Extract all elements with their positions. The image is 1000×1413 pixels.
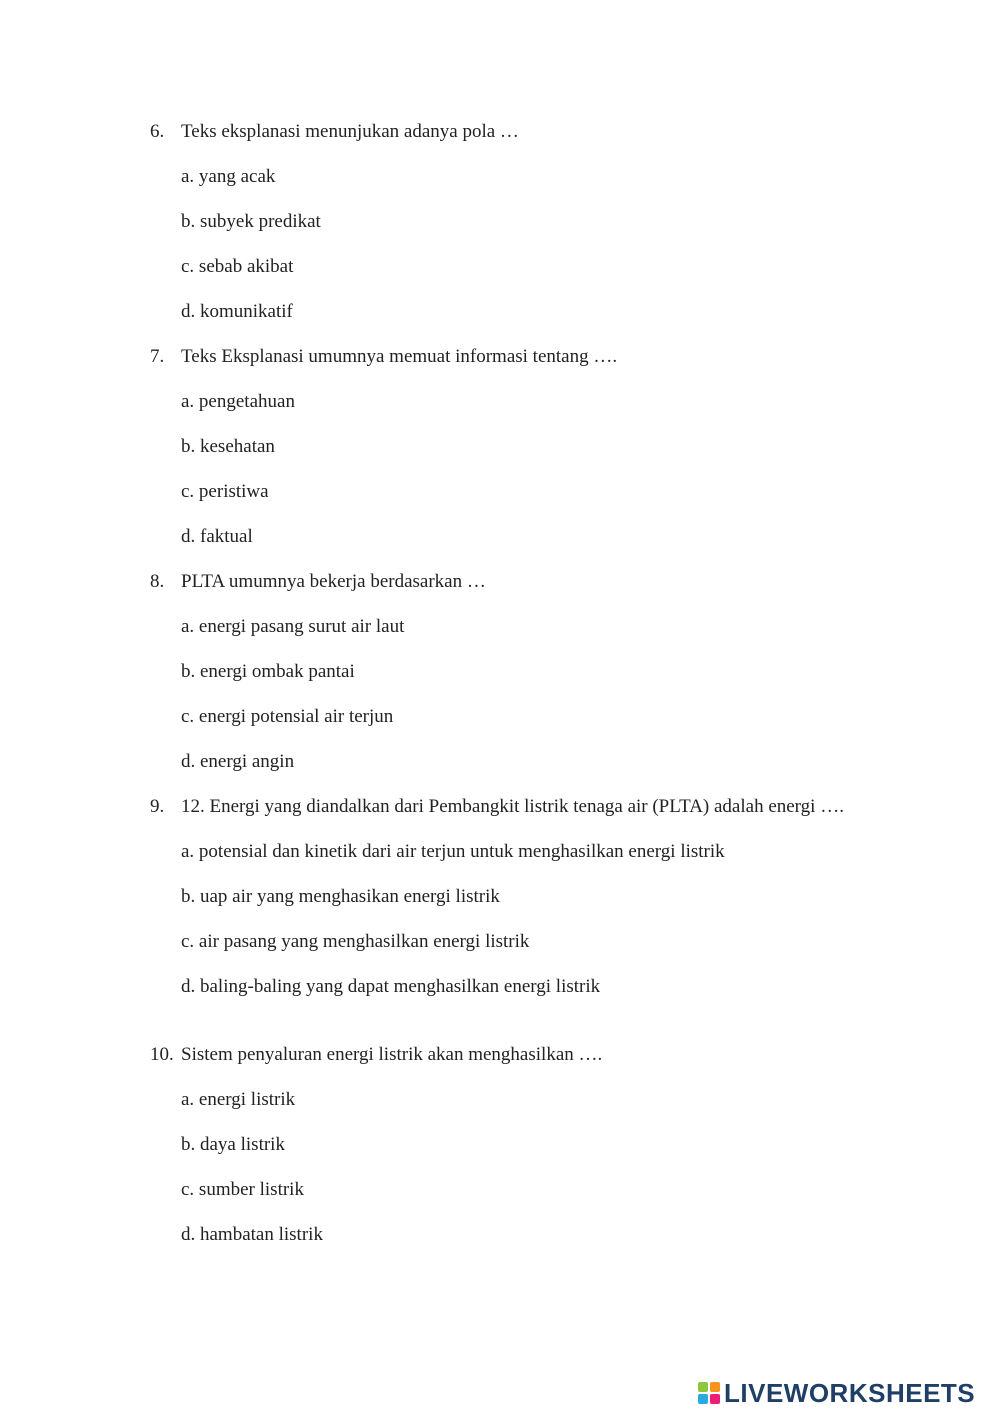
option-a[interactable]: a. yang acak bbox=[181, 166, 276, 187]
option-b[interactable]: b. kesehatan bbox=[181, 436, 275, 457]
question-text: Teks eksplanasi menunjukan adanya pola … bbox=[181, 121, 519, 142]
question-text: Sistem penyaluran energi listrik akan menghasilkan …. bbox=[181, 1044, 603, 1065]
logo-text: LIVEWORKSHEETS bbox=[724, 1378, 976, 1408]
option-c[interactable]: c. energi potensial air terjun bbox=[181, 706, 394, 727]
option-b[interactable]: b. subyek predikat bbox=[181, 211, 321, 232]
question-stem bbox=[150, 119, 878, 144]
question-7 bbox=[150, 344, 878, 549]
logo-square bbox=[698, 1394, 708, 1404]
question-text: PLTA umumnya bekerja berdasarkan … bbox=[181, 571, 486, 592]
question-8 bbox=[150, 569, 878, 774]
option-d[interactable]: d. faktual bbox=[181, 526, 253, 547]
option-a[interactable]: a. energi pasang surut air laut bbox=[181, 616, 405, 637]
option-c[interactable]: c. peristiwa bbox=[181, 481, 269, 502]
option-c[interactable]: c. air pasang yang menghasilkan energi listrik bbox=[181, 931, 530, 952]
logo-square bbox=[710, 1394, 720, 1404]
question-text: Teks Eksplanasi umumnya memuat informasi tentang …. bbox=[181, 346, 618, 367]
question-text: 12. Energi yang diandalkan dari Pembangkit listrik tenaga air (PLTA) adalah energi …. bbox=[181, 796, 844, 817]
question-number: 9. bbox=[150, 796, 165, 817]
option-d[interactable]: d. baling-baling yang dapat menghasilkan energi listrik bbox=[181, 976, 601, 997]
question-number: 10. bbox=[150, 1044, 174, 1065]
question-number: 8. bbox=[150, 571, 165, 592]
question-stem bbox=[150, 569, 878, 594]
option-d[interactable]: d. energi angin bbox=[181, 751, 295, 772]
question-stem bbox=[150, 794, 878, 819]
question-6 bbox=[150, 119, 878, 324]
option-b[interactable]: b. daya listrik bbox=[181, 1134, 285, 1155]
option-c[interactable]: c. sebab akibat bbox=[181, 256, 294, 277]
question-stem bbox=[150, 344, 878, 369]
question-10 bbox=[150, 1042, 878, 1247]
option-b[interactable]: b. energi ombak pantai bbox=[181, 661, 355, 682]
option-a[interactable]: a. energi listrik bbox=[181, 1089, 296, 1110]
logo-squares-icon bbox=[698, 1382, 720, 1404]
option-d[interactable]: d. komunikatif bbox=[181, 301, 293, 322]
option-b[interactable]: b. uap air yang menghasikan energi listrik bbox=[181, 886, 500, 907]
question-number: 6. bbox=[150, 121, 165, 142]
logo-square bbox=[710, 1382, 720, 1392]
liveworksheets-logo[interactable] bbox=[698, 1380, 975, 1406]
question-stem bbox=[150, 1042, 878, 1067]
option-a[interactable]: a. potensial dan kinetik dari air terjun untuk menghasilkan energi listrik bbox=[181, 841, 725, 862]
option-d[interactable]: d. hambatan listrik bbox=[181, 1224, 323, 1245]
question-number: 7. bbox=[150, 346, 165, 367]
logo-square bbox=[698, 1382, 708, 1392]
option-a[interactable]: a. pengetahuan bbox=[181, 391, 295, 412]
question-9 bbox=[150, 794, 878, 999]
option-c[interactable]: c. sumber listrik bbox=[181, 1179, 304, 1200]
